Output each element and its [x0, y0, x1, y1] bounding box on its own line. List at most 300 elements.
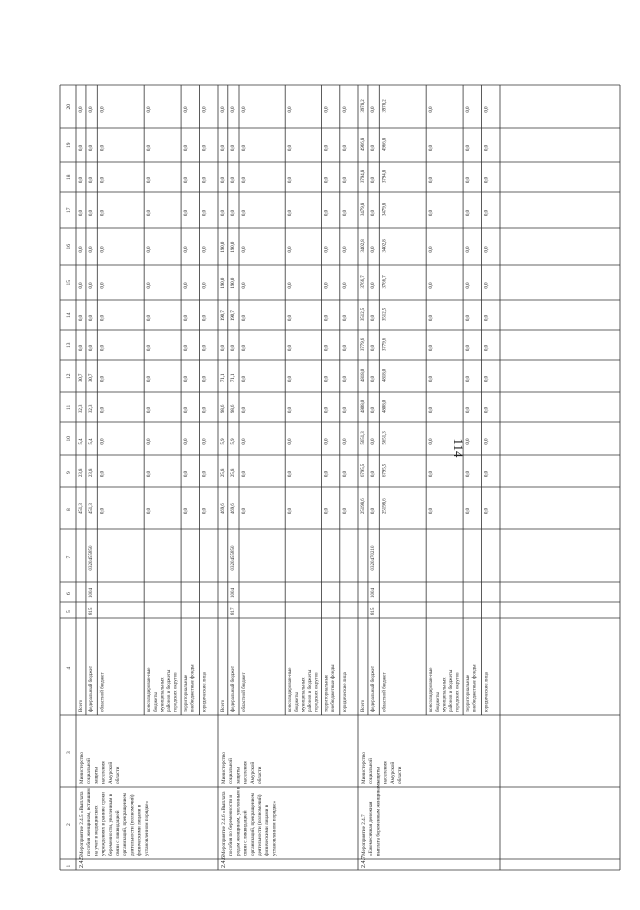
budget-value: 0,0: [88, 345, 94, 351]
budget-value: 0,0: [242, 438, 247, 445]
budget-value: 0,0: [242, 177, 247, 183]
budget-value: 98,6: [230, 404, 236, 413]
funding-source: бюджеты: [435, 692, 441, 712]
budget-value: 0,0: [184, 471, 190, 477]
budget-value: 0,0: [184, 315, 190, 321]
column-number: 19: [66, 142, 72, 148]
budget-value: 25198,6: [382, 498, 388, 514]
funding-source: Всего: [361, 699, 366, 712]
budget-value: 4808,0: [361, 399, 366, 413]
column-number: 14: [66, 312, 72, 318]
budget-value: 0,0: [324, 246, 330, 253]
measure-title: выплата беременным женщинам»: [375, 781, 382, 856]
budget-value: 0,0: [147, 210, 153, 216]
budget-value: 0,0: [288, 345, 294, 351]
budget-value: 30,7: [88, 373, 94, 382]
budget-value: 0,0: [324, 106, 330, 113]
executor-name: области: [257, 766, 263, 784]
executor-name: Амурской: [249, 761, 256, 784]
funding-source: районов и бюджеты: [448, 669, 454, 712]
measure-title: физическими лицами в: [264, 804, 271, 856]
budget-value: 0,0: [202, 210, 208, 216]
budget-value: 25198,6: [361, 498, 366, 514]
grbs-code: 817: [230, 607, 236, 615]
budget-value: 3402,8: [382, 239, 388, 253]
budget-value: 190,0: [230, 277, 236, 289]
budget-value: 0,0: [202, 471, 208, 477]
budget-value: 0,0: [79, 210, 84, 216]
budget-value: 0,0: [184, 508, 190, 514]
budget-value: 0,0: [202, 282, 208, 289]
budget-value: 23,8: [88, 468, 94, 477]
budget-value: 0,0: [242, 315, 247, 321]
budget-value: 0,0: [79, 345, 84, 351]
budget-value: 0,0: [466, 407, 472, 413]
measure-title: на учет в медицинских: [93, 805, 100, 856]
budget-value: 0,0: [484, 345, 490, 351]
budget-value: 0,0: [342, 345, 348, 351]
budget-value: 0,0: [221, 345, 226, 351]
budget-value: 469,6: [230, 503, 236, 514]
budget-value: 0,0: [147, 315, 153, 321]
budget-value: 0,0: [202, 315, 208, 321]
budget-value: 0,0: [370, 345, 376, 351]
column-number: 9: [66, 471, 72, 474]
funding-source: юридические лица: [342, 672, 348, 712]
budget-value: 0,0: [100, 282, 106, 289]
column-number: 13: [66, 342, 72, 348]
funding-source: областной бюджет: [382, 672, 388, 712]
budget-value: 0,0: [242, 345, 247, 351]
budget-value: 0,0: [429, 471, 435, 477]
column-number: 15: [66, 280, 72, 286]
funding-source: муниципальных: [442, 677, 448, 712]
budget-value: 0,0: [429, 177, 435, 183]
budget-value: 0,0: [147, 345, 153, 351]
budget-value: 0,0: [184, 106, 190, 113]
budget-value: 0,0: [370, 508, 376, 514]
budget-value: 0,0: [342, 282, 348, 289]
column-number: 1: [66, 864, 72, 868]
budget-value: 0,0: [100, 376, 106, 382]
budget-value: 0,0: [242, 407, 247, 413]
budget-value: 3779,6: [382, 337, 388, 351]
budget-value: 0,0: [100, 471, 106, 477]
column-number: 3: [66, 751, 72, 754]
budget-value: 0,0: [484, 246, 490, 253]
budget-value: 0,0: [370, 315, 376, 321]
budget-value: 0,0: [342, 508, 348, 514]
funding-source: Всего: [221, 699, 226, 712]
budget-value: 0,0: [147, 106, 153, 113]
funding-source: городских округов: [173, 672, 179, 712]
measure-title: связи с ликвидацией: [242, 810, 249, 856]
budget-value: 32,3: [88, 404, 94, 413]
budget-value: 71,1: [230, 373, 236, 382]
budget-value: 0,0: [342, 177, 348, 183]
column-number: 6: [66, 592, 72, 595]
funding-source: консолидирован-ные: [429, 667, 435, 712]
measure-title: установленном порядке»: [143, 800, 150, 856]
budget-value: 0,0: [100, 438, 106, 445]
budget-value: 0,0: [484, 508, 490, 514]
budget-value: 0,0: [242, 508, 247, 514]
budget-value: 0,0: [100, 246, 106, 253]
budget-value: 0,0: [370, 246, 376, 253]
executor-name: Министерство: [361, 752, 367, 784]
page-number: 114: [451, 438, 466, 458]
budget-value: 0,0: [466, 210, 472, 216]
funding-source: городских округов: [314, 672, 320, 712]
measure-title: деятельности (полномочий): [257, 794, 263, 856]
budget-value: 0,0: [184, 246, 190, 253]
measure-title: организаций, прекращением: [249, 793, 256, 856]
budget-value: 0,0: [466, 508, 472, 514]
column-number: 5: [66, 610, 72, 613]
budget-value: 0,0: [324, 345, 330, 351]
budget-value: 98,6: [221, 404, 226, 413]
budget-value: 0,0: [342, 315, 348, 321]
budget-value: 0,0: [484, 376, 490, 382]
row-code: 2.4.6: [221, 856, 227, 868]
budget-value: 0,0: [242, 210, 247, 216]
budget-value: 0,0: [147, 282, 153, 289]
budget-value: 0,0: [429, 282, 435, 289]
budget-value: 0,0: [79, 246, 84, 253]
budget-value: 0,0: [429, 376, 435, 382]
budget-value: 0,0: [288, 407, 294, 413]
budget-value: 0,0: [184, 177, 190, 183]
budget-value: 0,0: [230, 177, 236, 183]
budget-value: 0,0: [88, 145, 94, 151]
budget-value: 0,0: [484, 471, 490, 477]
budget-value: 0,0: [288, 106, 294, 113]
budget-value: 3794,8: [382, 169, 388, 183]
executor-name: социальной: [368, 758, 375, 784]
budget-value: 25,8: [230, 468, 236, 477]
budget-value: 0,0: [100, 145, 106, 151]
funding-source: территориальные: [324, 674, 330, 712]
budget-value: 0,0: [370, 282, 376, 289]
budget-value: 0,0: [88, 177, 94, 183]
budget-value: 0,0: [202, 407, 208, 413]
budget-value: 0,0: [370, 177, 376, 183]
funding-source: Всего: [79, 699, 84, 712]
funding-source: внебюджетные фонды: [472, 664, 478, 712]
budget-value: 6795,5: [361, 463, 366, 477]
column-number: 4: [66, 666, 72, 670]
measure-title: связи с ликвидацией: [115, 810, 121, 856]
budget-value: 0,0: [324, 210, 330, 216]
budget-value: 0,0: [202, 438, 208, 445]
budget-value: 0,0: [230, 210, 236, 216]
funding-source: юридические лица: [202, 672, 208, 712]
measure-title: учреждениях в ранние сроки: [100, 792, 107, 856]
budget-value: 5,4: [79, 438, 84, 445]
executor-name: области: [115, 766, 121, 784]
budget-value: 0,0: [466, 177, 472, 183]
csr-code: 0320455850: [230, 545, 236, 571]
budget-value: 0,0: [324, 508, 330, 514]
budget-value: 0,0: [429, 438, 435, 445]
budget-value: 0,0: [202, 145, 208, 151]
budget-value: 190,7: [221, 310, 226, 321]
budget-value: 0,0: [288, 471, 294, 477]
budget-value: 4818,0: [382, 368, 388, 382]
budget-value: 0,0: [484, 315, 490, 321]
measure-title: родам женщинам, уволенным в: [235, 786, 242, 856]
budget-value: 0,0: [221, 106, 226, 113]
budget-value: 0,0: [79, 315, 84, 321]
budget-value: 0,0: [88, 106, 94, 113]
csr-code: 0320470210: [370, 545, 376, 571]
funding-source: федеральный бюджет: [88, 665, 94, 712]
budget-value: 190,0: [221, 241, 226, 253]
budget-value: 0,0: [370, 376, 376, 382]
budget-value: 0,0: [429, 210, 435, 216]
budget-value: 0,0: [342, 106, 348, 113]
funding-source: областной бюджет: [242, 672, 247, 712]
column-number: 17: [66, 207, 72, 213]
budget-value: 3512,5: [361, 307, 366, 321]
csr-code: 0320455850: [88, 545, 94, 571]
budget-value: 4808,0: [382, 399, 388, 413]
rzpr-code: 1004: [370, 588, 376, 598]
budget-value: 0,0: [100, 315, 106, 321]
budget-value: 0,0: [221, 177, 226, 183]
measure-title: деятельности (полномочий): [129, 794, 136, 856]
budget-value: 0,0: [466, 471, 472, 477]
budget-value: 0,0: [202, 106, 208, 113]
budget-value: 3402,8: [361, 239, 366, 253]
budget-value: 0,0: [429, 345, 435, 351]
funding-source: районов и бюджеты: [308, 669, 313, 712]
budget-value: 3779,6: [361, 337, 366, 351]
row-code: 2.4.7: [361, 856, 367, 868]
budget-value: 469,6: [221, 503, 226, 514]
budget-value: 0,0: [370, 438, 376, 445]
budget-value: 0,0: [466, 315, 472, 321]
measure-title: пособия женщинам, вставшим: [86, 788, 93, 856]
budget-value: 4818,0: [361, 368, 366, 382]
budget-value: 0,0: [484, 145, 490, 151]
budget-value: 0,0: [147, 376, 153, 382]
column-number: 8: [66, 508, 72, 511]
budget-value: 0,0: [147, 471, 153, 477]
budget-value: 0,0: [221, 145, 226, 151]
budget-value: 0,0: [202, 376, 208, 382]
budget-value: 0,0: [370, 210, 376, 216]
executor-name: Министерство: [221, 752, 227, 784]
measure-title: физическими лицами в: [136, 804, 143, 856]
budget-value: 0,0: [429, 246, 435, 253]
budget-value: 0,0: [484, 282, 490, 289]
executor-name: населения: [382, 761, 389, 784]
executor-name: защиты: [93, 767, 100, 784]
funding-source: федеральный бюджет: [230, 665, 236, 712]
funding-source: территориальные: [184, 674, 190, 712]
budget-value: 0,0: [288, 210, 294, 216]
column-number: 2: [66, 823, 72, 826]
budget-value: 0,0: [370, 471, 376, 477]
funding-source: районов и бюджеты: [166, 669, 172, 712]
funding-source: бюджеты: [153, 692, 159, 712]
budget-value: 23,8: [79, 468, 84, 477]
budget-value: 3766,7: [382, 275, 388, 289]
budget-value: 4966,8: [382, 137, 388, 151]
funding-source: муниципальных: [301, 677, 307, 712]
budget-value: 0,0: [184, 438, 190, 445]
budget-value: 0,0: [288, 282, 294, 289]
funding-source: консолидирован-ные: [288, 667, 294, 712]
budget-value: 0,0: [484, 106, 490, 113]
rzpr-code: 1004: [88, 588, 94, 598]
budget-value: 6795,5: [382, 463, 388, 477]
executor-name: Амурской: [389, 761, 396, 784]
budget-value: 3978,2: [361, 99, 366, 113]
column-number: 7: [66, 555, 72, 559]
executor-name: населения: [242, 761, 249, 784]
budget-value: 0,0: [88, 282, 94, 289]
budget-value: 0,0: [147, 508, 153, 514]
budget-value: 0,0: [79, 106, 84, 113]
funding-source: федеральный бюджет: [370, 665, 376, 712]
budget-value: 0,0: [466, 246, 472, 253]
column-number: 20: [66, 104, 72, 110]
measure-title: пособия по беременности и: [228, 794, 235, 856]
column-number: 11: [66, 404, 72, 410]
funding-source: внебюджетные фонды: [190, 664, 196, 712]
budget-value: 0,0: [147, 177, 153, 183]
budget-value: 0,0: [288, 315, 294, 321]
budget-value: 0,0: [79, 177, 84, 183]
budget-value: 0,0: [147, 438, 153, 445]
column-number: 18: [66, 174, 72, 180]
budget-value: 32,3: [79, 404, 84, 413]
rzpr-code: 1004: [230, 588, 236, 598]
measure-title: Мероприятие 2.4.6 «Выплата: [221, 791, 227, 856]
funding-source: консолидирован-ные: [147, 667, 153, 712]
budget-value: 0,0: [184, 145, 190, 151]
budget-value: 0,0: [202, 508, 208, 514]
budget-value: 0,0: [288, 438, 294, 445]
budget-value: 451,3: [88, 503, 94, 514]
budget-value: 0,0: [100, 407, 106, 413]
budget-value: 0,0: [466, 282, 472, 289]
budget-value: 0,0: [202, 177, 208, 183]
budget-value: 0,0: [221, 210, 226, 216]
budget-value: 0,0: [484, 407, 490, 413]
budget-value: 0,0: [342, 210, 348, 216]
budget-value: 0,0: [230, 145, 236, 151]
budget-value: 0,0: [184, 210, 190, 216]
budget-value: 0,0: [324, 438, 330, 445]
budget-value: 0,0: [429, 315, 435, 321]
funding-source: бюджеты: [294, 692, 300, 712]
budget-value: 0,0: [370, 145, 376, 151]
budget-value: 0,0: [88, 315, 94, 321]
budget-value: 0,0: [342, 407, 348, 413]
budget-value: 3479,8: [361, 202, 366, 216]
funding-source: территориальные: [466, 674, 472, 712]
budget-value: 0,0: [484, 177, 490, 183]
budget-value: 71,1: [221, 373, 226, 382]
budget-value: 0,0: [100, 106, 106, 113]
executor-name: социальной: [228, 758, 235, 784]
budget-value: 0,0: [79, 145, 84, 151]
budget-value: 0,0: [324, 145, 330, 151]
measure-title: Мероприятие 2.4.7: [361, 814, 367, 856]
budget-value: 0,0: [342, 376, 348, 382]
executor-name: защиты: [375, 767, 382, 784]
budget-value: 4966,8: [361, 137, 366, 151]
budget-value: 0,0: [242, 145, 247, 151]
budget-value: 0,0: [184, 282, 190, 289]
budget-value: 0,0: [342, 471, 348, 477]
column-number: 12: [66, 373, 72, 379]
executor-name: Министерство: [79, 752, 85, 784]
budget-value: 3978,2: [382, 99, 388, 113]
funding-source: юридические лица: [484, 672, 490, 712]
budget-value: 0,0: [466, 106, 472, 113]
budget-value: 0,0: [288, 145, 294, 151]
budget-value: 5,9: [230, 438, 236, 445]
budget-value: 0,0: [466, 345, 472, 351]
budget-value: 451,3: [79, 503, 84, 514]
budget-value: 0,0: [242, 106, 247, 113]
budget-value: 5,4: [88, 438, 94, 445]
column-number: 10: [66, 436, 72, 442]
budget-value: 0,0: [147, 145, 153, 151]
budget-value: 0,0: [230, 106, 236, 113]
budget-value: 0,0: [202, 345, 208, 351]
grbs-code: 815: [370, 607, 376, 615]
budget-value: 0,0: [88, 246, 94, 253]
budget-value: 0,0: [429, 407, 435, 413]
budget-value: 0,0: [370, 407, 376, 413]
budget-value: 0,0: [484, 438, 490, 445]
budget-value: 0,0: [342, 145, 348, 151]
executor-name: населения: [100, 761, 107, 784]
budget-value: 0,0: [429, 145, 435, 151]
budget-value: 0,0: [324, 315, 330, 321]
budget-value: 0,0: [288, 177, 294, 183]
budget-value: 0,0: [324, 471, 330, 477]
executor-name: Амурской: [107, 761, 114, 784]
budget-value: 0,0: [184, 376, 190, 382]
funding-source: муниципальных: [160, 677, 166, 712]
budget-value: 0,0: [242, 282, 247, 289]
measure-title: «Ежемесячная денежная: [368, 801, 375, 856]
budget-value: 190,0: [230, 241, 236, 253]
budget-value: 5,9: [221, 438, 226, 445]
funding-source: областной бюджет: [100, 672, 106, 712]
grbs-code: 815: [88, 607, 94, 615]
budget-value: 0,0: [466, 145, 472, 151]
budget-value: 0,0: [484, 210, 490, 216]
budget-value: 0,0: [466, 438, 472, 445]
measure-title: организаций, прекращением: [122, 793, 129, 856]
budget-value: 0,0: [324, 376, 330, 382]
budget-value: 0,0: [324, 282, 330, 289]
budget-value: 0,0: [79, 282, 84, 289]
executor-name: социальной: [86, 758, 93, 784]
budget-value: 0,0: [429, 106, 435, 113]
budget-value: 0,0: [147, 407, 153, 413]
funding-source: городских округов: [455, 672, 461, 712]
budget-value: 190,7: [230, 310, 236, 321]
measure-title: Мероприятие 2.4.5 «Выплата: [79, 791, 85, 856]
